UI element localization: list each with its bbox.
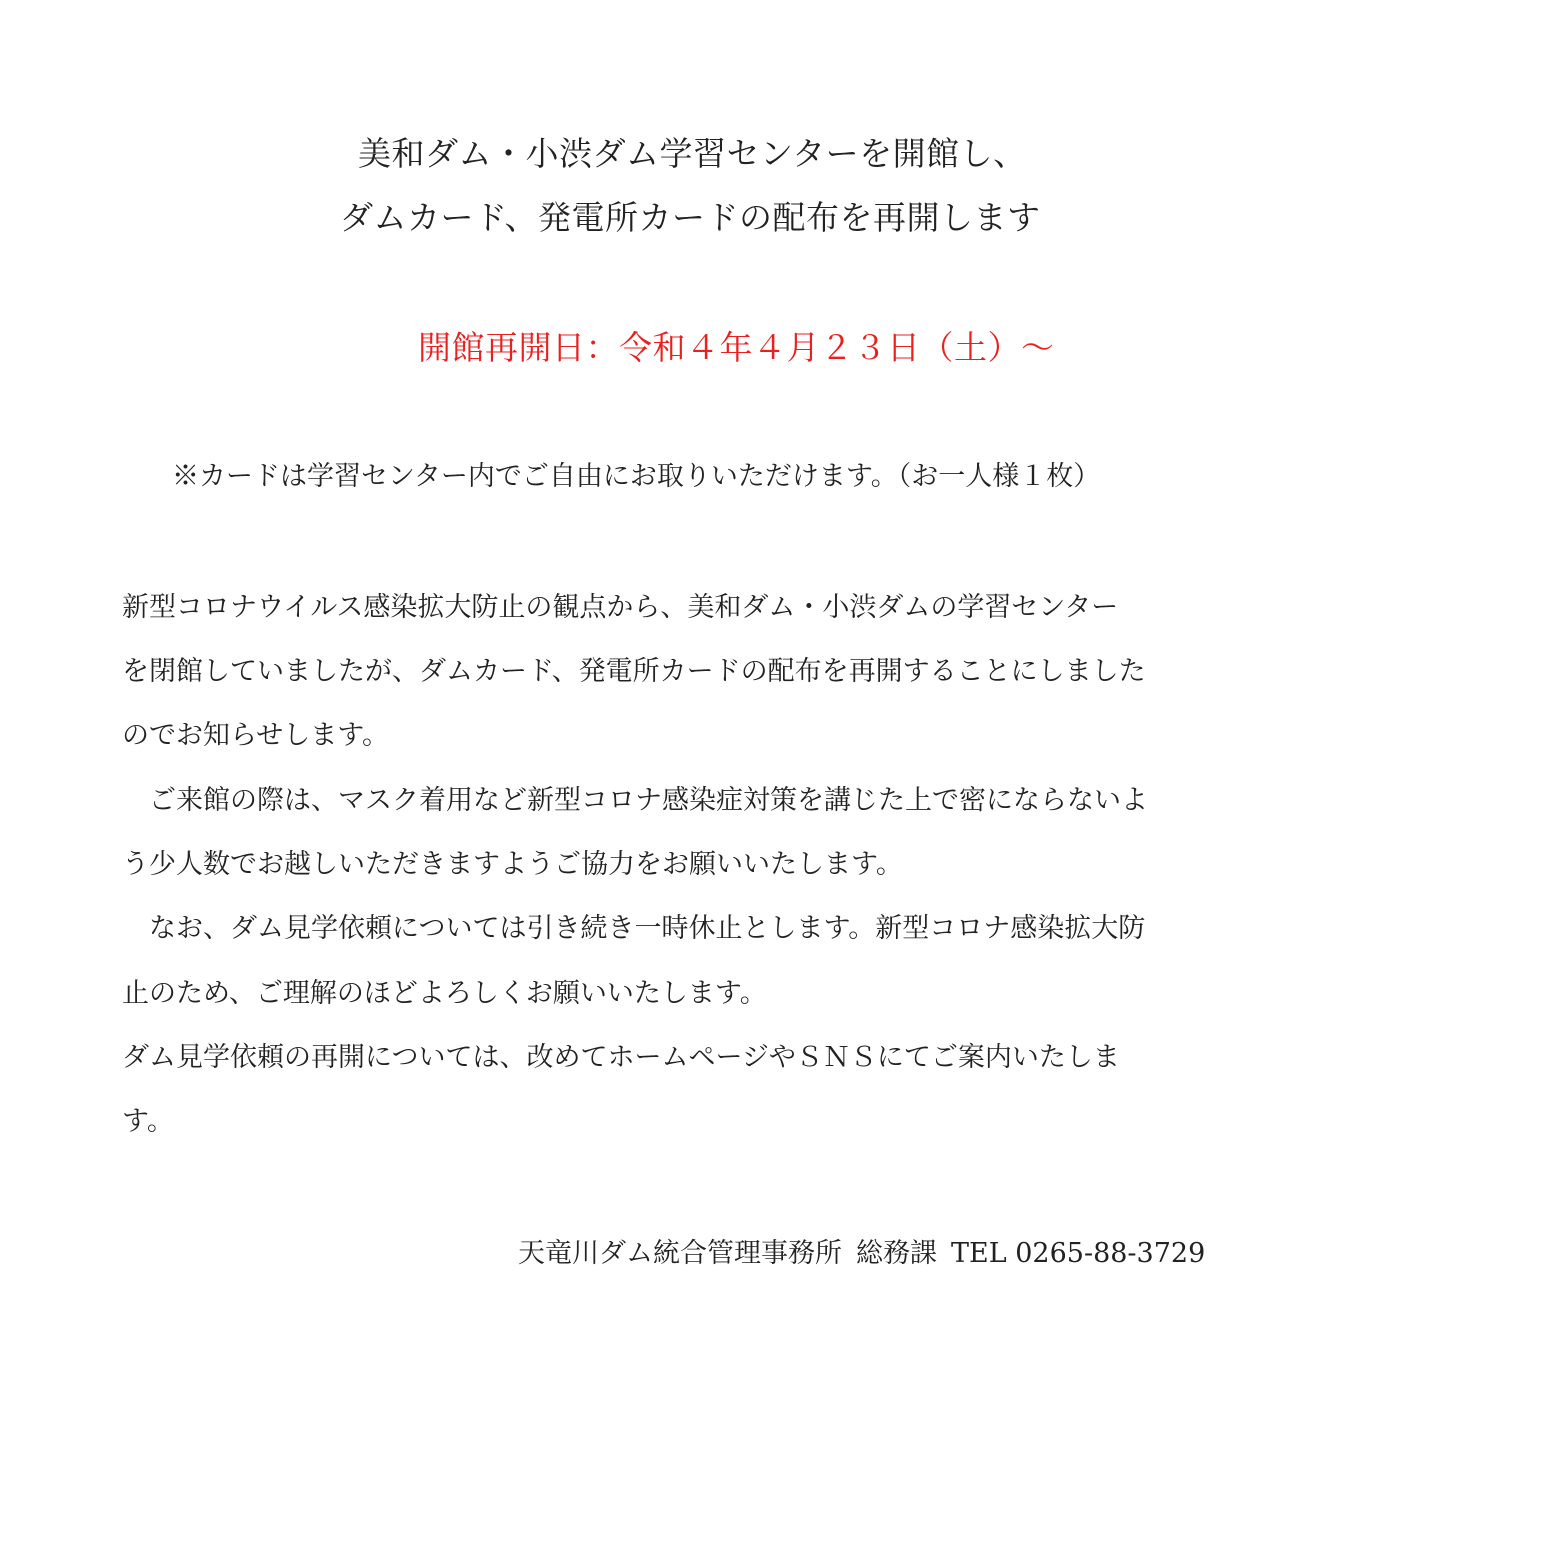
phone-number: TEL 0265-88-3729 xyxy=(951,1238,1206,1269)
body-line: のでお知らせします。 xyxy=(122,720,390,751)
office-name: 天竜川ダム統合管理事務所 xyxy=(518,1238,842,1269)
card-note: ※カードは学習センター内でご自由にお取りいただけます。（お一人様１枚） xyxy=(172,461,1101,492)
reopen-date: 開館再開日：令和４年４月２３日（土）～ xyxy=(418,328,1055,367)
contact-footer xyxy=(518,1237,1205,1271)
body-line: ダム見学依頼の再開については、改めてホームページやＳＮＳにてご案内いたしま xyxy=(122,1042,1120,1073)
notice-title-line-2: ダムカード、発電所カードの配布を再開します xyxy=(340,198,1041,237)
body-line: を閉館していましたが、ダムカード、発電所カードの配布を再開することにしました xyxy=(122,656,1146,687)
body-line: う少人数でお越しいただきますようご協力をお願いいたします。 xyxy=(122,849,903,880)
body-line: 新型コロナウイルス感染拡大防止の観点から、美和ダム・小渋ダムの学習センター xyxy=(122,592,1119,623)
notice-title-line-1: 美和ダム・小渋ダム学習センターを開館し、 xyxy=(358,134,1027,173)
body-line: ご来館の際は、マスク着用など新型コロナ感染症対策を講じた上で密にならないよ xyxy=(122,785,1148,816)
body-line: 止のため、ご理解のほどよろしくお願いいたします。 xyxy=(122,978,767,1009)
body-line: なお、ダム見学依頼については引き続き一時休止とします。新型コロナ感染拡大防 xyxy=(122,913,1146,944)
body-line: す。 xyxy=(122,1106,174,1137)
department-name: 総務課 xyxy=(856,1238,937,1269)
